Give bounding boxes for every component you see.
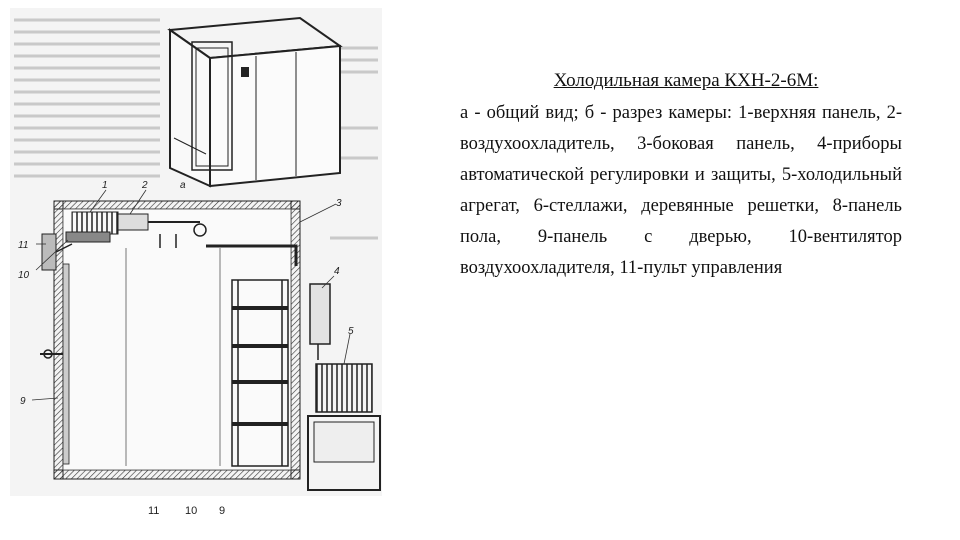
callout-9: 9 [20, 396, 26, 407]
view-label-a: а [180, 180, 186, 191]
control-instruments [310, 284, 330, 360]
callout-4: 4 [334, 266, 340, 277]
bottom-number-9: 9 [219, 505, 226, 517]
bottom-number-11: 11 [148, 505, 160, 517]
caption-title: Холодильная камера КХН-2-6М: [553, 70, 819, 91]
callout-2: 2 [142, 180, 148, 191]
refrigerator-chamber-drawing [10, 8, 382, 496]
callout-10: 10 [18, 270, 30, 281]
callout-11: 11 [18, 240, 29, 251]
bottom-number-10: 10 [185, 505, 198, 517]
refrigeration-unit [308, 364, 380, 490]
callout-5: 5 [348, 326, 354, 337]
general-view-a [170, 18, 340, 186]
figure-caption [460, 68, 902, 284]
callout-1: 1 [102, 180, 108, 191]
section-view-b [54, 201, 300, 479]
callout-3: 3 [336, 198, 342, 209]
caption-body: а - общий вид; б - разрез камеры: 1-верхняя панель, 2-воздухоохладитель, 3-боковая панель, 4-приборы автоматической регулировки и защиты, 5-холодильный агрегат, 6-стеллажи, деревянные решетки, 8-панель пола, 9-панель с дверью, 10-вентилятор воздухоохладителя, 11-пульт управления [460, 103, 902, 278]
